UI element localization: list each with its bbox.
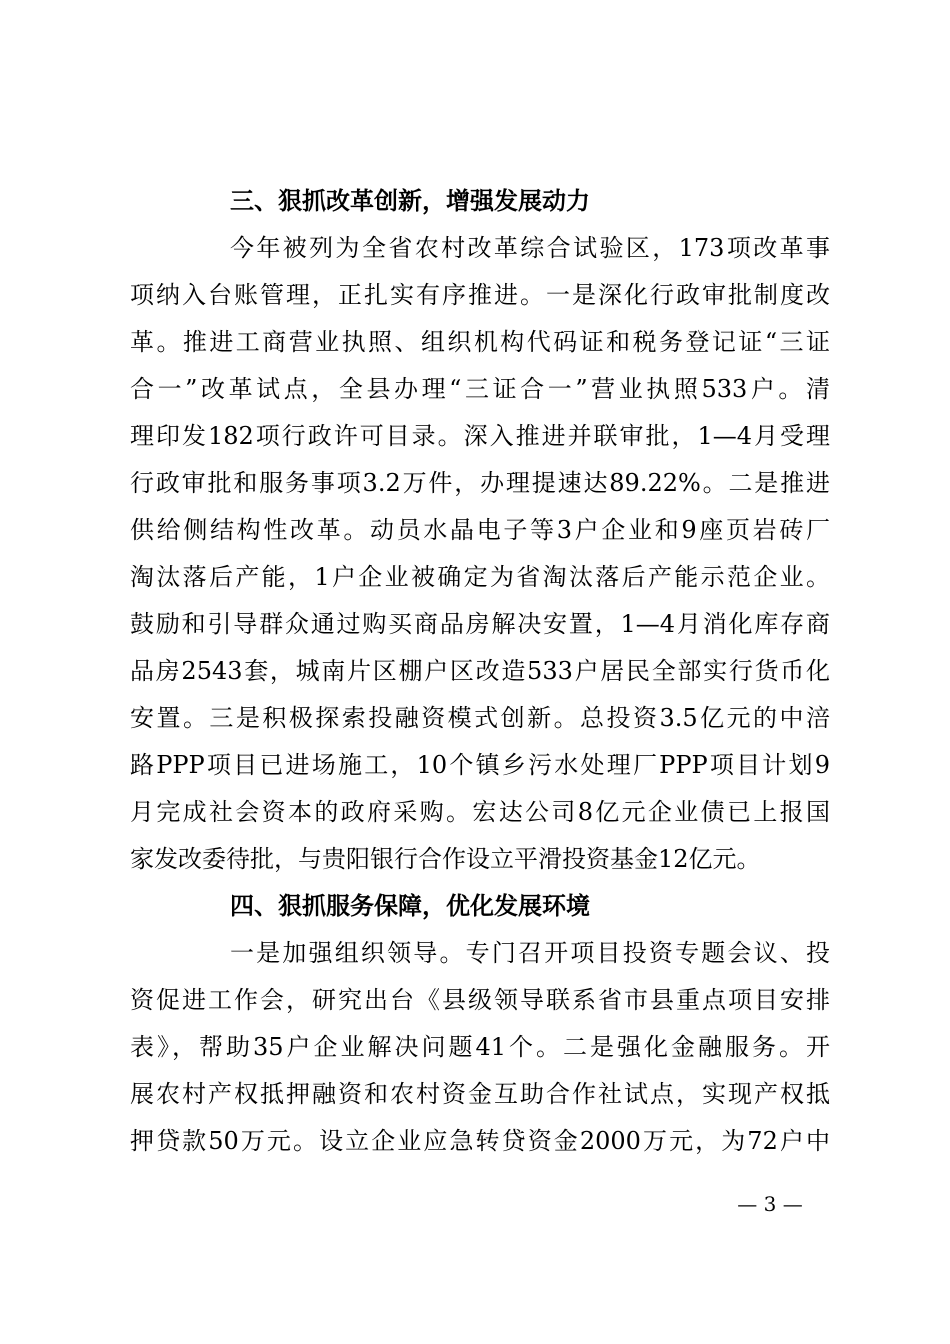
section-heading: 四、狠抓服务保障，优化发展环境 xyxy=(230,892,590,920)
paragraph-line: 今年被列为全省农村改革综合试验区，173项改革事 xyxy=(230,234,830,262)
paragraph-line: 项纳入台账管理，正扎实有序推进。一是深化行政审批制度改 xyxy=(130,281,830,309)
paragraph-line: 品房2543套，城南片区棚户区改造533户居民全部实行货币化 xyxy=(130,657,830,685)
section-3 xyxy=(130,178,830,883)
paragraph-line: 押贷款50万元。设立企业应急转贷资金2000万元，为72户中 xyxy=(130,1127,830,1155)
section-heading: 三、狠抓改革创新，增强发展动力 xyxy=(230,187,590,215)
paragraph-line: 展农村产权抵押融资和农村资金互助合作社试点，实现产权抵 xyxy=(130,1080,830,1108)
paragraph-line: 家发改委待批，与贵阳银行合作设立平滑投资基金12亿元。 xyxy=(130,845,761,873)
paragraph-line: 行政审批和服务事项3.2万件，办理提速达89.22%。二是推进 xyxy=(130,469,830,497)
paragraph-line: 鼓励和引导群众通过购买商品房解决安置，1—4月消化库存商 xyxy=(130,610,830,638)
paragraph-line: 供给侧结构性改革。动员水晶电子等3户企业和9座页岩砖厂 xyxy=(130,516,830,544)
paragraph-line: 表》，帮助35户企业解决问题41个。二是强化金融服务。开 xyxy=(130,1033,830,1061)
paragraph-line: 月完成社会资本的政府采购。宏达公司8亿元企业债已上报国 xyxy=(130,798,830,826)
paragraph-line: 革。推进工商营业执照、组织机构代码证和税务登记证“三证 xyxy=(130,328,830,356)
paragraph-line: 理印发182项行政许可目录。深入推进并联审批，1—4月受理 xyxy=(130,422,830,450)
section-4 xyxy=(130,883,830,1165)
paragraph-line: 路PPP项目已进场施工，10个镇乡污水处理厂PPP项目计划9 xyxy=(130,751,830,779)
paragraph-line: 淘汰落后产能，1户企业被确定为省淘汰落后产能示范企业。 xyxy=(130,563,830,591)
paragraph-line: 安置。三是积极探索投融资模式创新。总投资3.5亿元的中涪 xyxy=(130,704,830,732)
page-number: — 3 — xyxy=(737,1192,803,1216)
paragraph-line: 一是加强组织领导。专门召开项目投资专题会议、投 xyxy=(230,939,830,967)
paragraph-line: 合一”改革试点，全县办理“三证合一”营业执照533户。清 xyxy=(130,375,830,403)
paragraph-line: 资促进工作会，研究出台《县级领导联系省市县重点项目安排 xyxy=(130,986,830,1014)
document-body xyxy=(130,178,830,1165)
